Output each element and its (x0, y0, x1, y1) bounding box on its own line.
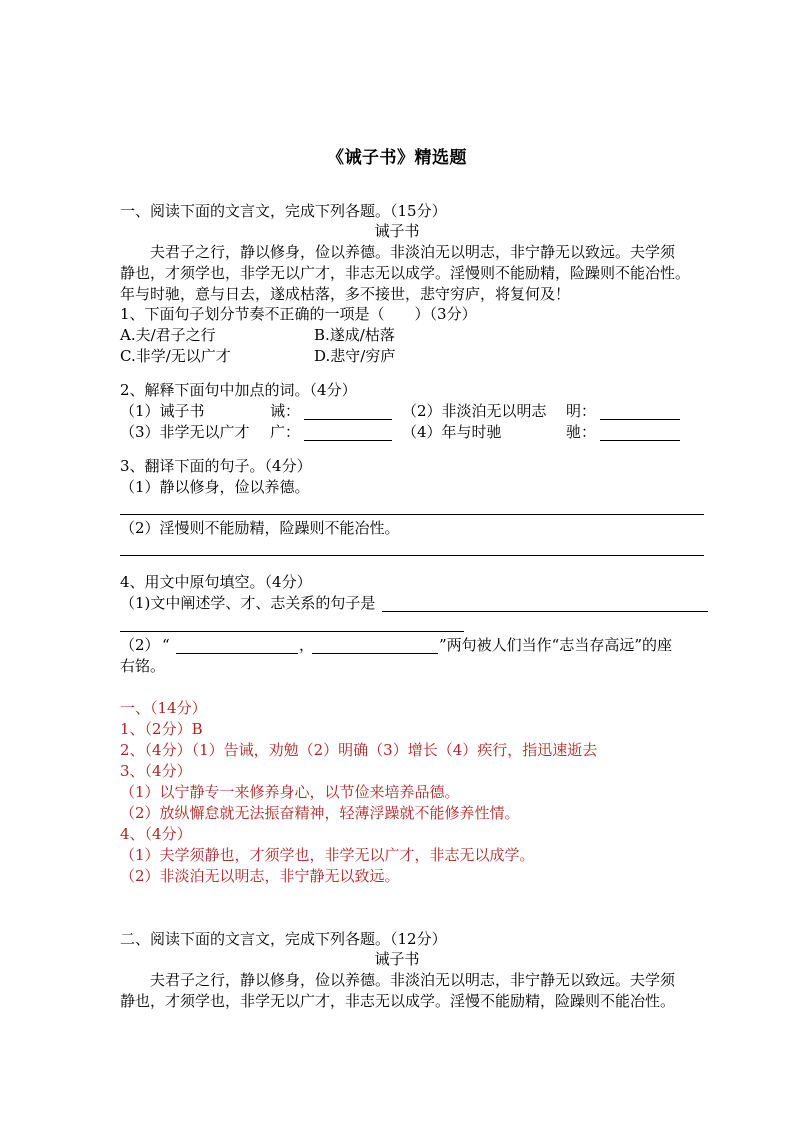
q2-item-3: （3）非学无以广才 (120, 423, 250, 441)
q1-option-a: A.夫/君子之行 (120, 326, 216, 344)
answer-3-2: （2）放纵懈怠就无法振奋精神，轻薄浮躁就不能修养性情。 (120, 804, 520, 822)
section1-passage-line-1: 夫君子之行，静以修身，俭以养德。非淡泊无以明志，非宁静无以致远。夫学须 (150, 243, 676, 261)
q2-item-4: （4）年与时驰 (402, 423, 502, 441)
q4-item-2-rest: ”两句被人们当作“志当存高远”的座 (439, 636, 673, 654)
q4-item-1: （1)文中阐述学、才、志关系的句子是 (120, 594, 376, 612)
q4-item-2-num: （2） (120, 636, 160, 654)
answer-4-1: （1）夫学须静也，才须学也，非学无以广才，非志无以成学。 (120, 846, 535, 864)
section2-passage-line-1: 夫君子之行，静以修身，俭以养德。非淡泊无以明志，非宁静无以致远。夫学须 (150, 971, 676, 989)
q4-item-1-blank[interactable] (382, 611, 708, 612)
q3-item-1: （1）静以修身，俭以养德。 (120, 478, 310, 496)
answers-heading: 一、（14分） (120, 699, 207, 717)
answer-4-label: 4、（4分） (120, 825, 192, 843)
q2-item-3-word: 广： (270, 423, 301, 441)
section1-passage-line-3: 年与时驰，意与日去，遂成枯落，多不接世，悲守穷庐，将复何及！ (120, 285, 571, 303)
q3-item-2-answer-line[interactable] (120, 555, 704, 556)
section2-passage-line-2: 静也，才须学也，非学无以广才，非志无以成学。淫慢不能励精，险躁则不能冶性。 (120, 992, 676, 1010)
q2-item-2: （2）非淡泊无以明志 (402, 402, 547, 420)
q2-item-1-blank[interactable] (304, 419, 392, 420)
q4-item-2-open-quote: “ (162, 636, 170, 654)
q2-item-2-blank[interactable] (600, 419, 680, 420)
q1-option-c: C.非学/无以广才 (120, 347, 231, 365)
q2-stem: 2、解释下面句中加点的词。（4分） (120, 381, 357, 399)
q2-item-2-word: 明： (566, 402, 597, 420)
q2-item-4-blank[interactable] (600, 440, 680, 441)
q2-item-3-blank[interactable] (304, 440, 392, 441)
section1-passage-title: 诫子书 (374, 222, 420, 240)
q4-item-1-blank-continued[interactable] (120, 631, 464, 632)
q1-stem: 1、下面句子划分节奏不正确的一项是（ ）（3分） (120, 305, 477, 323)
q4-stem: 4、用文中原句填空。（4分） (120, 573, 312, 591)
section1-passage-line-2: 静也，才须学也，非学无以广才，非志无以成学。淫慢则不能励精，险躁则不能冶性。 (120, 264, 691, 282)
q4-item-2-blank-2[interactable] (312, 653, 438, 654)
section2-heading: 二、阅读下面的文言文，完成下列各题。（12分） (120, 930, 447, 948)
q4-item-2-tail: 右铭。 (120, 657, 166, 675)
q1-option-d: D.悲守/穷庐 (314, 347, 396, 365)
answer-3-1: （1）以宁静专一来修养身心，以节俭来培养品德。 (120, 783, 460, 801)
section2-passage-title: 诫子书 (374, 950, 420, 968)
q3-stem: 3、翻译下面的句子。（4分） (120, 457, 312, 475)
answer-1: 1、（2分）B (120, 720, 203, 738)
q1-option-b: B.遂成/枯落 (314, 326, 395, 344)
q2-item-4-word: 驰： (566, 423, 597, 441)
q3-item-1-answer-line[interactable] (120, 514, 704, 515)
answer-3-label: 3、（4分） (120, 762, 192, 780)
answer-2: 2、（4分）（1）告诫，劝勉（2）明确（3）增长（4）疾行，指迅速逝去 (120, 741, 598, 759)
q2-item-1: （1）诫子书 (120, 402, 205, 420)
q2-item-1-word: 诫： (270, 402, 301, 420)
answer-4-2: （2）非淡泊无以明志，非宁静无以致远。 (120, 867, 400, 885)
q4-item-2-blank-1[interactable] (176, 653, 298, 654)
q4-item-2-comma: ， (299, 636, 315, 654)
page-title: 《诫子书》精选题 (327, 148, 467, 168)
section1-heading: 一、阅读下面的文言文，完成下列各题。（15分） (120, 202, 447, 220)
q3-item-2: （2）淫慢则不能励精，险躁则不能冶性。 (120, 519, 400, 537)
